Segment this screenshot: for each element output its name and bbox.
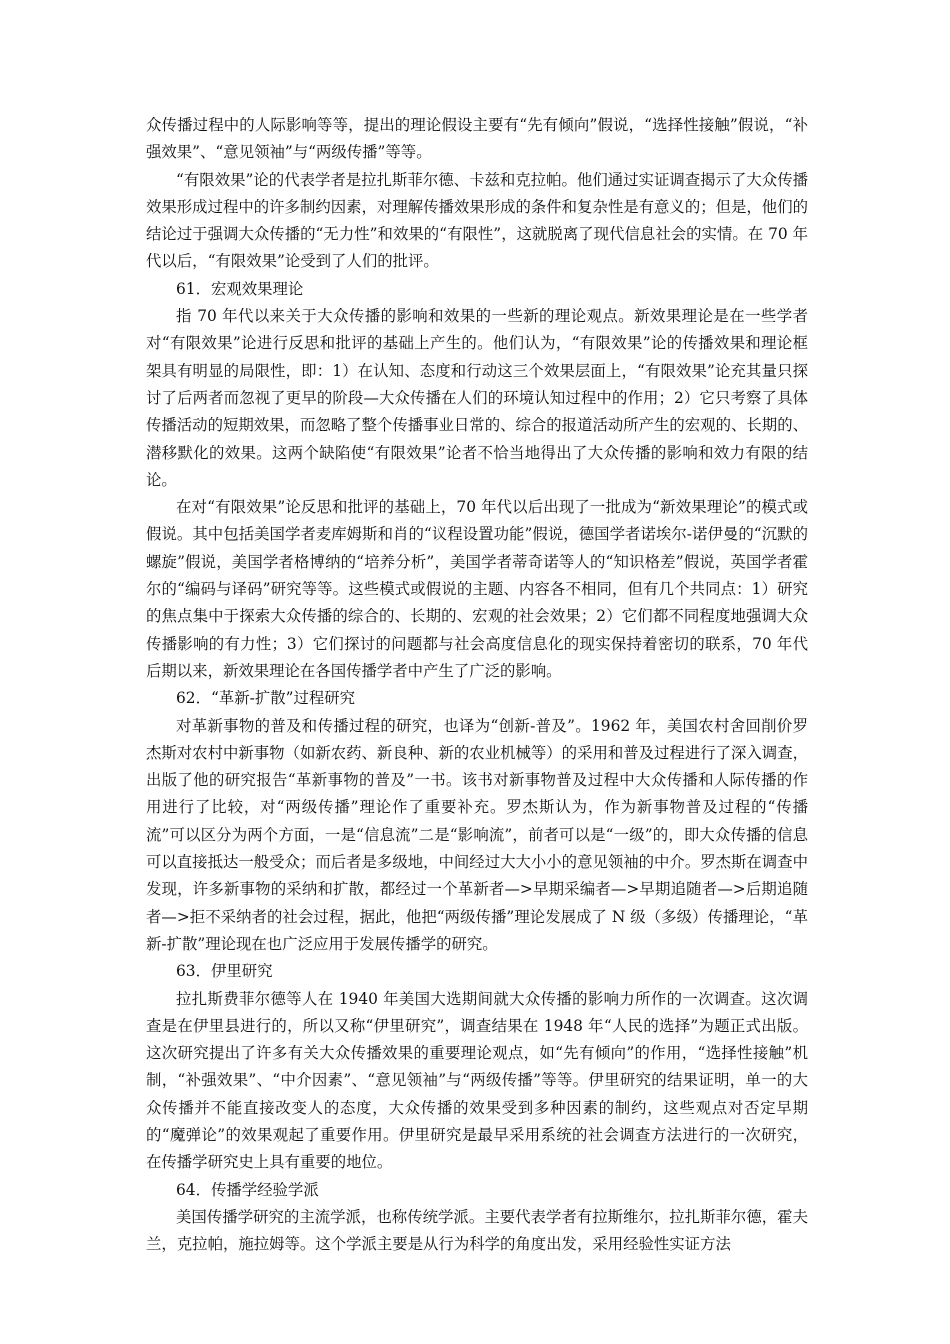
paragraph-62-diffusion: 对革新事物的普及和传播过程的研究，也译为“创新-普及”。1962 年，美国农村舍回削价罗杰斯对农村中新事物（如新农药、新良种、新的农业机械等）的采用和普及过程进行了深入调查，出版了他的研究报告“革新事物的普及”一书。该书对新事物普及过程中大众传播和人际传播的作用进行了比较，对“两级传播”理论作了重要补充。罗杰斯认为，作为新事物普及过程的“传播流”可以区分为两个方面，一是“信息流”二是“影响流”，前者可以是“一级”的，即大众传播的信息可以直接抵达一般受众；而后者是多级地，中间经过大大小小的意见领袖的中介。罗杰斯在调查中发现，许多新事物的采纳和扩散，都经过一个革新者—>早期采编者—>早期追随者—>后期追随者—>拒不采纳者的社会过程，据此，他把“两级传播”理论发展成了 N 级（多级）传播理论，“革新-扩散”理论现在也广泛应用于发展传播学的研究。 <box>146 716 808 953</box>
paragraph-intro-continued: 众传播过程中的人际影响等等，提出的理论假设主要有“先有倾向”假说，“选择性接触”假说，“补强效果”、“意见领袖”与“两级传播”等等。 <box>146 116 808 162</box>
section-heading-61: 61．宏观效果理论 <box>176 279 304 298</box>
section-heading-64: 64．传播学经验学派 <box>176 1180 319 1199</box>
section-heading-63: 63．伊里研究 <box>176 962 273 981</box>
paragraph-63-erie-study: 拉扎斯费菲尔德等人在 1940 年美国大选期间就大众传播的影响力所作的一次调查。这次调查是在伊里县进行的，所以又称“伊里研究”，调查结果在 1948 年“人民的选择”为题正式出版。这次研究提出了许多有关大众传播效果的重要理论观点，如“先有倾向”的作用，“选择性接触”机制，“补强效果”、“中介因素”、“意见领袖”与“两级传播”等等。伊里研究的结果证明，单一的大众传播并不能直接改变人的态度，大众传播的效果受到多种因素的制约，这些观点对否定早期的“魔弹论”的效果观起了重要作用。伊里研究是最早采用系统的社会调查方法进行的一次研究，在传播学研究史上具有重要的地位。 <box>146 989 808 1172</box>
paragraph-limited-effects: “有限效果”论的代表学者是拉扎斯菲尔德、卡兹和克拉帕。他们通过实证调查揭示了大众传播效果形成过程中的许多制约因素，对理解传播效果形成的条件和复杂性是有意义的；但是，他们的结论过于强调大众传播的“无力性”和效果的“有限性”，这就脱离了现代信息社会的实情。在 70 年代以后，“有限效果”论受到了人们的批评。 <box>146 170 808 271</box>
paragraph-61-new-effects: 在对“有限效果”论反思和批评的基础上，70 年代以后出现了一批成为“新效果理论”的模式或假说。其中包括美国学者麦库姆斯和肖的“议程设置功能”假说，德国学者诺埃尔-诺伊曼的“沉默的螺旋”假说，美国学者格博纳的“培养分析”，美国学者蒂奇诺等人的“知识格差”假说，英国学者霍尔的“编码与译码”研究等等。这些模式或假说的主题、内容各不相同，但有几个共同点：1）研究的焦点集中于探索大众传播的综合的、长期的、宏观的社会效果；2）它们都不同程度地强调大众传播影响的有力性；3）它们探讨的问题都与社会高度信息化的现实保持着密切的联系，70 年代后期以来，新效果理论在各国传播学者中产生了广泛的影响。 <box>146 498 808 680</box>
section-heading-62: 62．“革新-扩散”过程研究 <box>176 689 356 708</box>
paragraph-61-definition: 指 70 年代以来关于大众传播的影响和效果的一些新的理论观点。新效果理论是在一些学者对“有限效果”论进行反思和批评的基础上产生的。他们认为，“有限效果”论的传播效果和理论框架具有明显的局限性，即：1）在认知、态度和行动这三个效果层面上，“有限效果”论充其量只探讨了后两者而忽视了更早的阶段—大众传播在人们的环境认知过程中的作用；2）它只考察了具体传播活动的短期效果，而忽略了整个传播事业日常的、综合的报道活动所产生的宏观的、长期的、潜移默化的效果。这两个缺陷使“有限效果”论者不恰当地得出了大众传播的影响和效力有限的结论。 <box>146 307 808 489</box>
paragraph-64-empirical-school: 美国传播学研究的主流学派，也称传统学派。主要代表学者有拉斯维尔，拉扎斯菲尔德，霍夫兰，克拉帕，施拉姆等。这个学派主要是从行为科学的角度出发，采用经验性实证方法 <box>146 1207 808 1254</box>
document-page <box>146 112 808 1258</box>
